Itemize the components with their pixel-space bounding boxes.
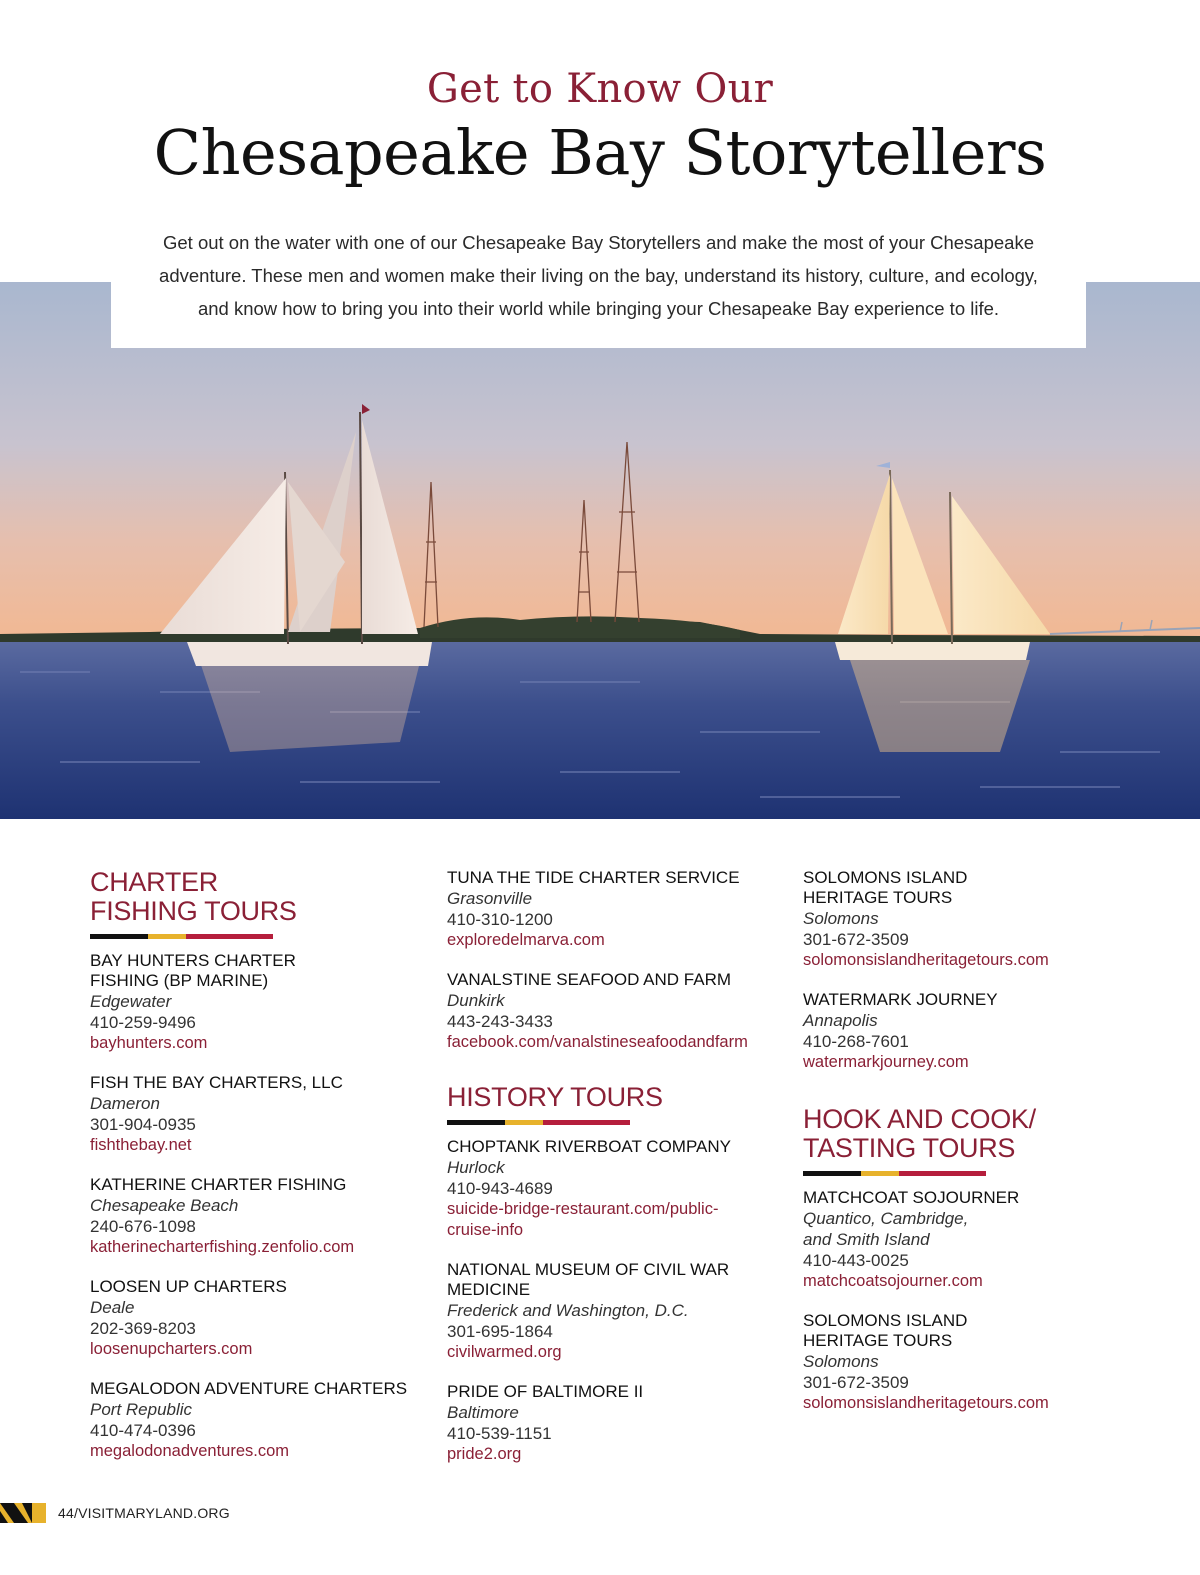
listing-name: MEGALODON ADVENTURE CHARTERS xyxy=(90,1379,408,1398)
listing-entry xyxy=(803,1311,1123,1414)
listing-url[interactable]: fishthebay.net xyxy=(90,1136,192,1154)
listing-phone[interactable]: 240-676-1098 xyxy=(90,1217,196,1236)
footer-site[interactable]: VISITMARYLAND.ORG xyxy=(78,1505,230,1521)
listing-entry xyxy=(447,1137,792,1241)
listing-name: FISH THE BAY CHARTERS, LLC xyxy=(90,1073,343,1092)
listing-url[interactable] xyxy=(447,1199,792,1241)
listing-name-line: BAY HUNTERS CHARTER xyxy=(90,951,296,970)
listing-url[interactable]: bayhunters.com xyxy=(90,1034,208,1052)
column-3 xyxy=(803,868,1123,1433)
listing-entry xyxy=(90,1175,430,1258)
listing-phone[interactable]: 410-259-9496 xyxy=(90,1013,196,1032)
heading-line: HOOK AND COOK/ xyxy=(803,1104,1036,1134)
section-heading-charter-fishing xyxy=(90,868,430,926)
listing-url[interactable]: loosenupcharters.com xyxy=(90,1340,253,1358)
listing-name: PRIDE OF BALTIMORE II xyxy=(447,1382,644,1401)
heading-line: FISHING TOURS xyxy=(90,896,297,926)
listing-location: Grasonville xyxy=(447,889,533,908)
listing-url[interactable]: matchcoatsojourner.com xyxy=(803,1272,983,1290)
listing-name xyxy=(803,1311,1123,1351)
listing-phone[interactable]: 301-695-1864 xyxy=(447,1322,553,1341)
listing-phone[interactable]: 410-268-7601 xyxy=(803,1032,909,1051)
listing-entry xyxy=(90,1277,430,1360)
listing-name xyxy=(90,951,430,991)
listing-location: Dameron xyxy=(90,1094,160,1113)
listing-location: Port Republic xyxy=(90,1400,193,1419)
intro-paragraph xyxy=(120,226,1077,325)
listing-location: Annapolis xyxy=(803,1011,878,1030)
listing-phone[interactable]: 443-243-3433 xyxy=(447,1012,553,1031)
intro-line: Get out on the water with one of our Chesapeake Bay Storytellers and make the most of your Chesapeake xyxy=(162,232,1035,253)
listing-location: Edgewater xyxy=(90,992,172,1011)
section-heading-hook-and-cook xyxy=(803,1105,1123,1163)
section-heading-history-tours: HISTORY TOURS xyxy=(447,1082,663,1112)
listing-phone[interactable]: 202-369-8203 xyxy=(90,1319,196,1338)
footer-separator: / xyxy=(73,1505,79,1521)
page-title: Chesapeake Bay Storytellers xyxy=(153,116,1047,189)
listing-location: Solomons xyxy=(803,1352,879,1371)
intro-line: and know how to bring you into their world while bringing your Chesapeake Bay experience to life. xyxy=(197,298,1000,319)
listing-url-line[interactable]: cruise-info xyxy=(447,1221,524,1239)
listing-entry xyxy=(803,1188,1123,1292)
listing-url[interactable]: katherinecharterfishing.zenfolio.com xyxy=(90,1238,355,1256)
listing-url[interactable]: watermarkjourney.com xyxy=(803,1053,969,1071)
listing-url[interactable]: facebook.com/vanalstineseafoodandfarm xyxy=(447,1033,748,1051)
listing-entry xyxy=(90,951,430,1054)
listing-name: TUNA THE TIDE CHARTER SERVICE xyxy=(447,868,740,887)
listing-name-line: SOLOMONS ISLAND xyxy=(803,868,968,887)
page-number: 44 xyxy=(58,1505,74,1521)
listing-phone[interactable]: 410-539-1151 xyxy=(447,1424,552,1443)
listing-name: MATCHCOAT SOJOURNER xyxy=(803,1188,1020,1207)
listing-phone[interactable]: 410-310-1200 xyxy=(447,910,553,929)
listing-name: WATERMARK JOURNEY xyxy=(803,990,998,1009)
listing-url[interactable]: pride2.org xyxy=(447,1445,522,1463)
listing-entry xyxy=(447,970,792,1053)
column-1 xyxy=(90,868,430,1481)
listing-entry xyxy=(447,1382,792,1465)
listing-location: Frederick and Washington, D.C. xyxy=(447,1301,689,1320)
listing-name: KATHERINE CHARTER FISHING xyxy=(90,1175,347,1194)
listing-url[interactable]: exploredelmarva.com xyxy=(447,931,605,949)
listing-name: CHOPTANK RIVERBOAT COMPANY xyxy=(447,1137,732,1156)
listing-entry xyxy=(803,868,1123,971)
listing-entry xyxy=(90,1073,430,1156)
listing-phone[interactable]: 410-443-0025 xyxy=(803,1251,909,1270)
listing-name-line: NATIONAL MUSEUM OF CIVIL WAR xyxy=(447,1260,730,1279)
listing-name-line: FISHING (BP MARINE) xyxy=(90,971,269,990)
listing-phone[interactable]: 301-904-0935 xyxy=(90,1115,196,1134)
color-stripe xyxy=(803,1171,986,1176)
listing-url[interactable]: megalodonadventures.com xyxy=(90,1442,290,1460)
listing-url[interactable]: solomonsislandheritagetours.com xyxy=(803,951,1049,969)
listing-url-line[interactable]: suicide-bridge-restaurant.com/public- xyxy=(447,1200,719,1218)
listing-location-line: Quantico, Cambridge, xyxy=(803,1209,969,1228)
page-kicker: Get to Know Our xyxy=(426,66,774,112)
listing-name: LOOSEN UP CHARTERS xyxy=(90,1277,287,1296)
listing-location xyxy=(803,1208,1123,1250)
intro-line: adventure. These men and women make their living on the bay, understand its history, culture, and ecology, xyxy=(159,265,1038,286)
maryland-flag-icon xyxy=(0,1503,46,1523)
listing-name xyxy=(803,868,1123,908)
listing-location: Solomons xyxy=(803,909,879,928)
listing-location: Deale xyxy=(90,1298,135,1317)
listing-name: VANALSTINE SEAFOOD AND FARM xyxy=(447,970,732,989)
listing-name xyxy=(447,1260,792,1300)
listing-name-line: MEDICINE xyxy=(447,1280,531,1299)
listing-entry xyxy=(90,1379,430,1462)
listing-name-line: HERITAGE TOURS xyxy=(803,1331,953,1350)
listing-name-line: SOLOMONS ISLAND xyxy=(803,1311,968,1330)
listing-entry xyxy=(803,990,1123,1073)
listing-phone[interactable]: 410-943-4689 xyxy=(447,1179,553,1198)
listing-url[interactable]: civilwarmed.org xyxy=(447,1343,562,1361)
listing-name-line: HERITAGE TOURS xyxy=(803,888,953,907)
listing-entry xyxy=(447,868,792,951)
color-stripe xyxy=(90,934,273,939)
color-stripe xyxy=(447,1120,630,1125)
listing-phone[interactable]: 410-474-0396 xyxy=(90,1421,196,1440)
page-footer xyxy=(0,1503,230,1523)
listing-phone[interactable]: 301-672-3509 xyxy=(803,1373,909,1392)
column-2 xyxy=(447,868,792,1484)
listing-location: Chesapeake Beach xyxy=(90,1196,239,1215)
listing-location-line: and Smith Island xyxy=(803,1230,930,1249)
hero-photo-sailboats xyxy=(0,282,1200,819)
listing-location: Hurlock xyxy=(447,1158,505,1177)
listing-url[interactable]: solomonsislandheritagetours.com xyxy=(803,1394,1049,1412)
heading-line: TASTING TOURS xyxy=(803,1133,1016,1163)
listing-phone[interactable]: 301-672-3509 xyxy=(803,930,909,949)
listing-entry xyxy=(447,1260,792,1363)
listing-location: Dunkirk xyxy=(447,991,505,1010)
listing-location: Baltimore xyxy=(447,1403,519,1422)
heading-line: CHARTER xyxy=(90,867,218,897)
